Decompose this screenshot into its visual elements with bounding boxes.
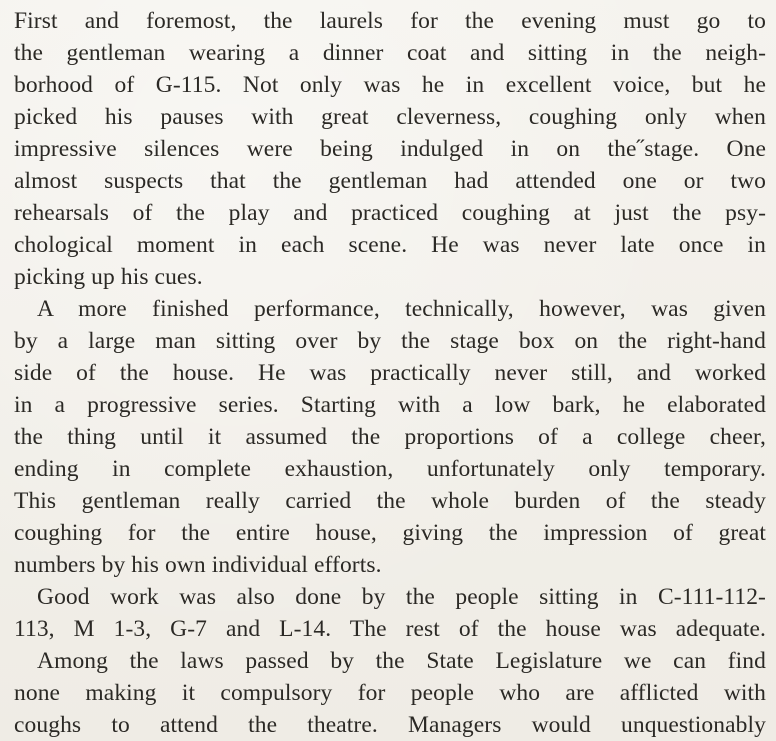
text-line: the thing until it assumed the proportions of a college cheer, [14,424,766,450]
text-line: rehearsals of the play and practiced coughing at just the psy- [14,200,766,226]
text-line: in a progressive series. Starting with a low bark, he elaborated [14,392,766,418]
text-line: chological moment in each scene. He was never late once in [14,232,766,258]
text-line: impressive silences were being indulged in on the˝stage. One [14,136,766,162]
text-line: side of the house. He was practically never still, and worked [14,360,766,386]
text-line: numbers by his own individual efforts. [14,552,382,578]
text-line: borhood of G-115. Not only was he in excellent voice, but he [14,72,766,98]
text-line: 113, M 1-3, G-7 and L-14. The rest of the house was adequate. [14,616,766,642]
text-line: almost suspects that the gentleman had attended one or two [14,168,766,194]
text-line: picking up his cues. [14,264,203,290]
text-line: coughs to attend the theatre. Managers would unquestionably [14,712,766,738]
text-line: picked his pauses with great cleverness, coughing only when [14,104,766,130]
text-line: A more finished performance, technically, however, was given [37,296,766,322]
text-line: by a large man sitting over by the stage box on the right-hand [14,328,766,354]
text-line: This gentleman really carried the whole burden of the steady [14,488,766,514]
text-line: none making it compulsory for people who are afflicted with [14,680,766,706]
text-line: coughing for the entire house, giving the impression of great [14,520,766,546]
text-line: ending in complete exhaustion, unfortunately only temporary. [14,456,766,482]
text-line: First and foremost, the laurels for the evening must go to [14,8,766,34]
text-line: Good work was also done by the people sitting in C-111-112- [37,584,766,610]
text-line: Among the laws passed by the State Legislature we can find [37,648,766,674]
text-line: the gentleman wearing a dinner coat and sitting in the neigh- [14,40,766,66]
